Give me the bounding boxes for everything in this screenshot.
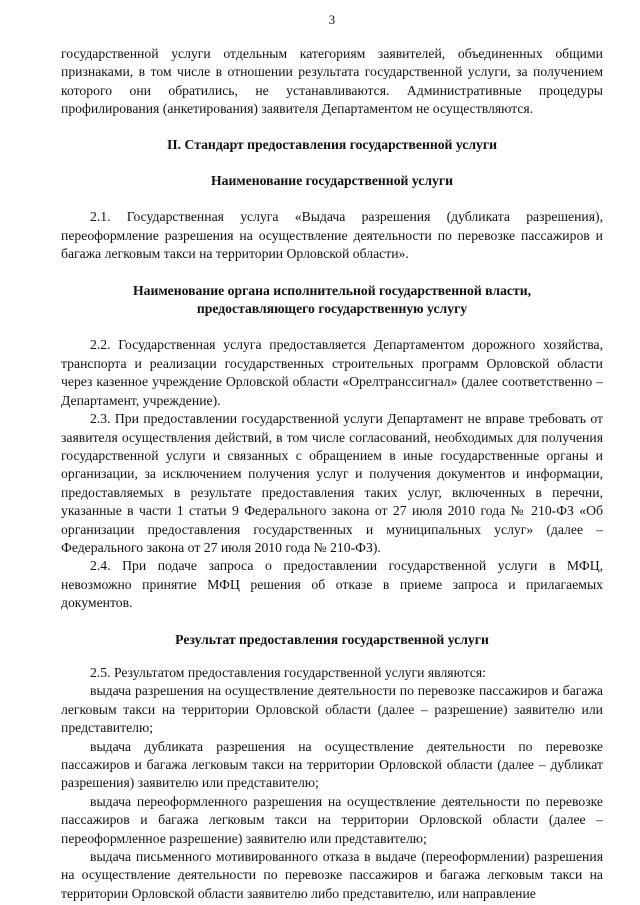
heading-authority [61, 282, 603, 319]
section-title: II. Стандарт предоставления государственной услуги [167, 136, 497, 152]
document-body [61, 45, 603, 903]
page-number: 3 [328, 12, 336, 27]
result-item: выдача переоформленного разрешения на осуществление деятельности по перевозке пассажиров и багажа легковым такси на территории Орловской области (далее – переоформленное разрешение) заявителю или представителю; [61, 793, 603, 846]
paragraph-2-4: 2.4. При подаче запроса о предоставлении государственной услуги в МФЦ, невозможно принятие МФЦ решения об отказе в приеме запроса и прилагаемых документов. [61, 558, 603, 611]
heading-result: Результат предоставления государственной услуги [175, 631, 489, 647]
paragraph-2-3: 2.3. При предоставлении государственной услуги Департамент не вправе требовать от заявителя осуществления действий, в том числе согласований, необходимых для получения государственной услуги и связанных с обращением в иные государственные органы и организации, за исключением получения услуг и получения документов и информации, предоставляемых в результате предоставления таких услуг, включенных в перечни, указанные в части 1 статьи 9 Федерального закона от 27 июля 2010 года № 210-ФЗ «Об организации предоставления государственных и муниципальных услуг» (далее – Федерального закона от 27 июля 2010 года № 210-ФЗ). [61, 411, 603, 555]
paragraph-2-5: 2.5. Результатом предоставления государственной услуги являются: [90, 664, 486, 680]
result-item: выдача дубликата разрешения на осуществление деятельности по перевозке пассажиров и багажа легковым такси на территории Орловской области (далее – дубликат разрешения) заявителю или представителю; [61, 738, 603, 791]
paragraph-2-1: 2.1. Государственная услуга «Выдача разрешения (дубликата разрешения), переоформление разрешения на осуществление деятельности по перевозке пассажиров и багажа легковым такси на территории Орловской области». [61, 209, 603, 262]
heading-authority-line2: предоставляющего государственную услугу [196, 301, 468, 317]
paragraph-2-2: 2.2. Государственная услуга предоставляется Департаментом дорожного хозяйства, транспорта и реализации государственных строительных программ Орловской области через казенное учреждение Орловской области «Орелтранссигнал» (далее соответственно – Департамент, учреждение). [61, 337, 603, 408]
result-item: выдача письменного мотивированного отказа в выдаче (переоформлении) разрешения на осуществление деятельности по перевозке пассажиров и багажа легковым такси на территории Орловской области заявителю либо представителю, или направление [61, 849, 603, 901]
heading-service-name: Наименование государственной услуги [211, 173, 453, 189]
intro-paragraph: государственной услуги отдельным категориям заявителей, объединенных общими признаками, в том числе в отношении результата государственной услуги, за получением которого они обратились, не устанавливаются. Административные процедуры профилирования (анкетирования) заявителя Департаментом не осуществляются. [61, 46, 603, 117]
document-page [61, 0, 603, 905]
heading-authority-line1: Наименование органа исполнительной государственной власти, [132, 282, 532, 298]
result-item: выдача разрешения на осуществление деятельности по перевозке пассажиров и багажа легковым такси на территории Орловской области (далее – разрешение) заявителю или представителю; [61, 683, 603, 736]
